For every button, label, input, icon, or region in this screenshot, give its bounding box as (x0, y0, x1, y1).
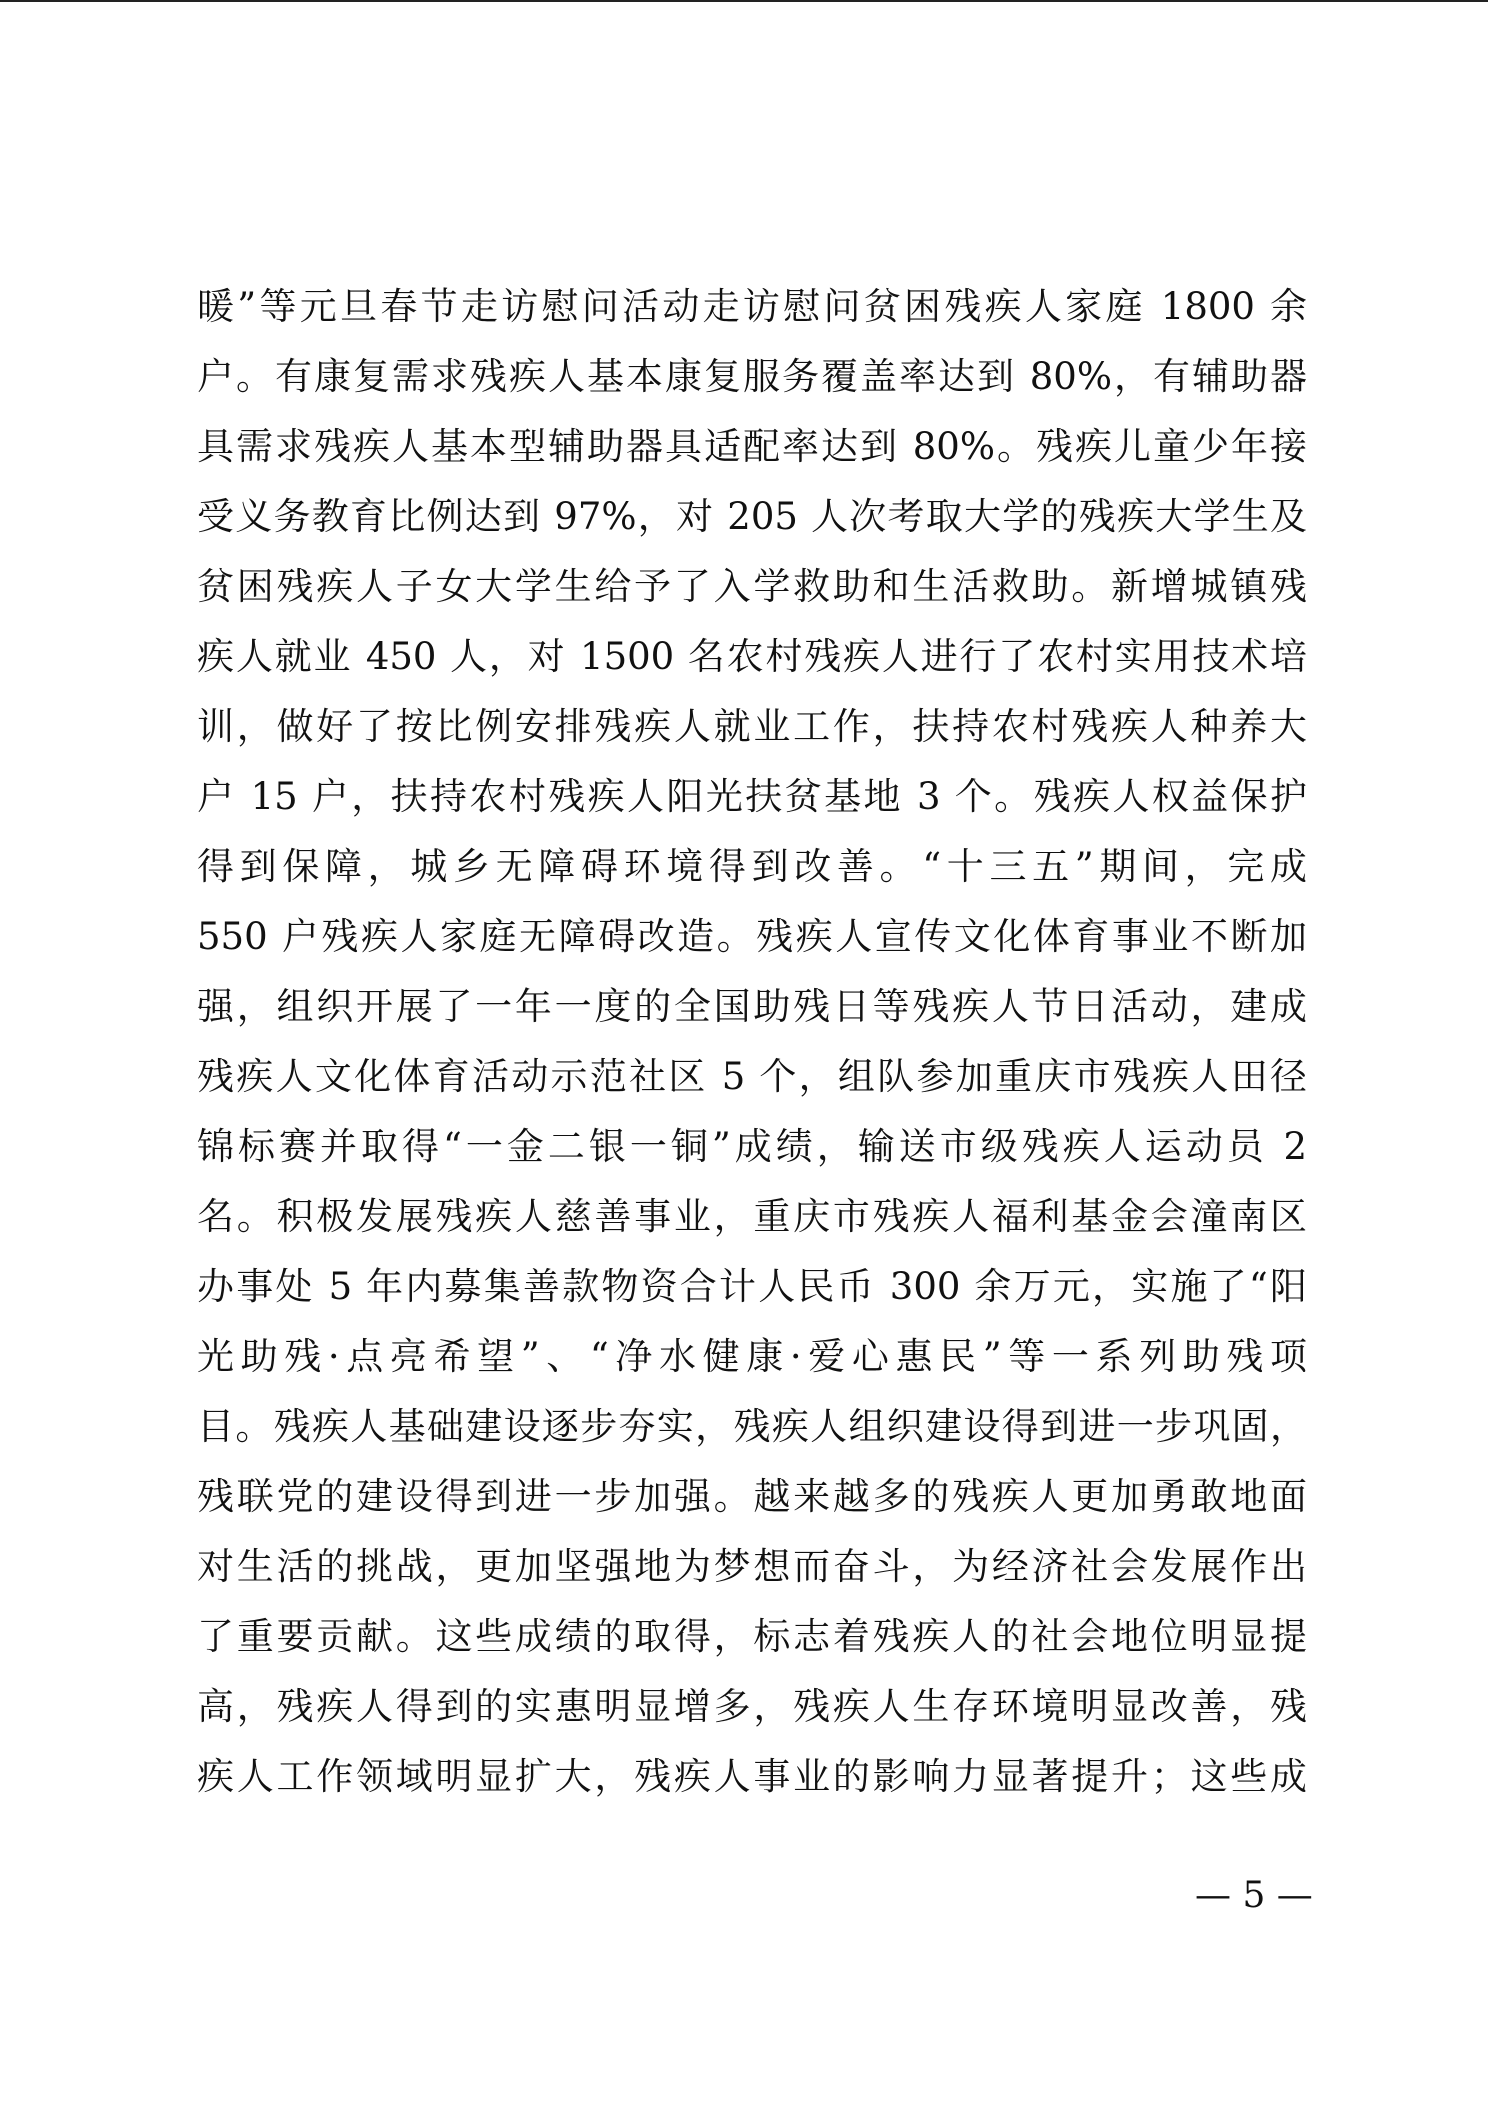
body-text (197, 272, 1307, 1812)
text-line: 暖”等元旦春节走访慰问活动走访慰问贫困残疾人家庭 1800 余 (197, 285, 1307, 328)
text-line: 办事处 5 年内募集善款物资合计人民币 300 余万元，实施了“阳 (197, 1265, 1307, 1308)
text-line: 疾人就业 450 人，对 1500 名农村残疾人进行了农村实用技术培 (197, 635, 1307, 678)
text-line: 残疾人文化体育活动示范社区 5 个，组队参加重庆市残疾人田径 (197, 1055, 1307, 1098)
text-line: 光助残·点亮希望”、“净水健康·爱心惠民”等一系列助残项 (197, 1335, 1307, 1378)
text-line: 目。残疾人基础建设逐步夯实，残疾人组织建设得到进一步巩固， (197, 1405, 1307, 1448)
text-line: 残联党的建设得到进一步加强。越来越多的残疾人更加勇敢地面 (197, 1475, 1307, 1518)
text-line: 高，残疾人得到的实惠明显增多，残疾人生存环境明显改善，残 (197, 1685, 1307, 1728)
text-line: 得到保障，城乡无障碍环境得到改善。“十三五”期间，完成 (197, 845, 1307, 888)
text-line: 户。有康复需求残疾人基本康复服务覆盖率达到 80%，有辅助器 (197, 355, 1307, 398)
text-line: 了重要贡献。这些成绩的取得，标志着残疾人的社会地位明显提 (197, 1615, 1307, 1658)
text-line: 对生活的挑战，更加坚强地为梦想而奋斗，为经济社会发展作出 (197, 1545, 1307, 1588)
text-line: 受义务教育比例达到 97%，对 205 人次考取大学的残疾大学生及 (197, 495, 1307, 538)
page-number: — 5 — (1195, 1875, 1313, 1916)
text-line: 强，组织开展了一年一度的全国助残日等残疾人节日活动，建成 (197, 985, 1307, 1028)
top-border-rule (0, 0, 1488, 2)
text-line: 550 户残疾人家庭无障碍改造。残疾人宣传文化体育事业不断加 (197, 915, 1307, 958)
text-line: 训，做好了按比例安排残疾人就业工作，扶持农村残疾人种养大 (197, 705, 1307, 748)
text-line: 名。积极发展残疾人慈善事业，重庆市残疾人福利基金会潼南区 (197, 1195, 1307, 1238)
text-line: 具需求残疾人基本型辅助器具适配率达到 80%。残疾儿童少年接 (197, 425, 1307, 468)
text-line: 贫困残疾人子女大学生给予了入学救助和生活救助。新增城镇残 (197, 565, 1307, 608)
text-line: 疾人工作领域明显扩大，残疾人事业的影响力显著提升；这些成 (197, 1755, 1307, 1798)
text-line: 户 15 户，扶持农村残疾人阳光扶贫基地 3 个。残疾人权益保护 (197, 775, 1307, 818)
text-line: 锦标赛并取得“一金二银一铜”成绩，输送市级残疾人运动员 2 (197, 1125, 1307, 1168)
